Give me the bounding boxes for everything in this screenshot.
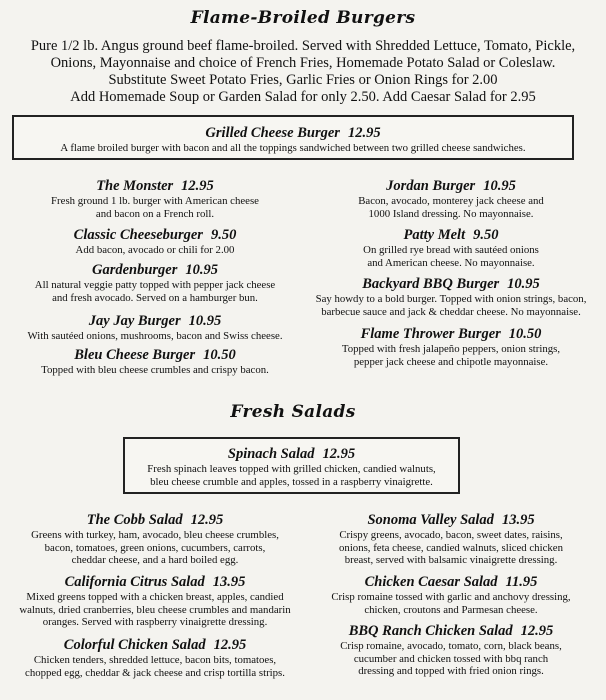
item-price: 13.95 [501, 512, 535, 528]
burgers-intro [0, 38, 606, 106]
menu-item [10, 574, 300, 629]
menu-item [10, 637, 300, 679]
item-desc-line: cheddar cheese, and a hard boiled egg. [71, 554, 239, 567]
item-price: 10.50 [203, 347, 236, 363]
item-desc-line: onions, feta cheese, candied walnuts, sliced chicken [339, 541, 563, 554]
item-desc-line: Fresh spinach leaves topped with grilled chicken, candied walnuts, [147, 463, 436, 475]
item-name: Spinach Salad [227, 446, 315, 462]
item-desc-line: oranges. Served with raspberry vinaigrette dressing. [42, 616, 268, 629]
item-desc-line: All natural veggie patty topped with pepper jack cheese [34, 279, 276, 291]
item-price: 9.50 [210, 227, 237, 243]
menu-item [10, 313, 300, 343]
item-price: 10.95 [185, 262, 219, 278]
item-price: 10.95 [188, 313, 222, 329]
item-desc-line: and bacon on a French roll. [95, 207, 215, 220]
menu-item [306, 574, 596, 616]
item-price: 12.95 [190, 512, 224, 528]
menu-item [10, 227, 300, 257]
item-desc-line: Say howdy to a bold burger. Topped with onion strings, bacon, [315, 293, 587, 305]
item-desc-line: pepper jack cheese and chipotle mayonnaise. [353, 355, 549, 368]
item-name: Grilled Cheese Burger [205, 125, 340, 141]
item-desc-line: bacon, tomatoes, green onions, cucumbers, carrots, [44, 541, 266, 554]
menu-item [306, 178, 596, 220]
item-name: Gardenburger [91, 262, 178, 278]
item-name: Patty Melt [403, 227, 466, 243]
item-price: 9.50 [473, 227, 499, 243]
item-desc-line: Crisp romaine tossed with garlic and anchovy dressing, [331, 591, 571, 603]
item-desc-line: Crisp romaine, avocado, tomato, corn, black beans, [340, 640, 562, 652]
item-desc-line: Greens with turkey, ham, avocado, bleu cheese crumbles, [31, 529, 279, 541]
item-desc-line: bleu cheese crumble and apples, tossed in a raspberry vinaigrette. [150, 475, 433, 488]
item-desc-line: and American cheese. No mayonnaise. [367, 256, 535, 269]
item-desc-line: 1000 Island dressing. No mayonnaise. [368, 207, 534, 220]
item-name: Chicken Caesar Salad [364, 574, 498, 590]
item-name: Colorful Chicken Salad [63, 637, 206, 653]
intro-line: Onions, Mayonnaise and choice of French Fries, Homemade Potato Salad or Coleslaw. [50, 55, 556, 71]
menu-item [10, 347, 300, 377]
burgers-heading: Flame-Broiled Burgers [190, 8, 416, 28]
menu-item [306, 326, 596, 368]
item-price: 10.50 [508, 326, 542, 342]
item-price: 10.95 [507, 276, 540, 292]
menu-item [306, 227, 596, 269]
featured-burger-box [12, 115, 574, 160]
intro-line: Add Homemade Soup or Garden Salad for only 2.50. Add Caesar Salad for 2.95 [70, 89, 536, 105]
item-name: Flame Thrower Burger [360, 326, 501, 342]
item-name: Backyard BBQ Burger [362, 276, 500, 292]
menu-item [306, 512, 596, 567]
salads-heading: Fresh Salads [230, 402, 356, 422]
item-name: Bleu Cheese Burger [74, 347, 196, 363]
item-name: The Monster [96, 178, 174, 194]
item-desc-line: and fresh avocado. Served on a hamburger bun. [52, 291, 258, 304]
featured-salad-title [125, 446, 458, 463]
item-desc-line: dressing and topped with fried onion rings. [358, 665, 544, 678]
menu-item [10, 262, 300, 304]
item-price: 12.95 [181, 178, 214, 194]
item-desc-line: chopped egg, cheddar & jack cheese and crisp tortilla strips. [25, 666, 285, 679]
item-name: BBQ Ranch Chicken Salad [348, 623, 513, 639]
item-desc-line: Bacon, avocado, monterey jack cheese and [358, 195, 544, 207]
menu-item [10, 512, 300, 567]
item-desc-line: cucumber and chicken tossed with bbq ranch [353, 652, 549, 665]
item-desc-line: Chicken tenders, shredded lettuce, bacon bits, tomatoes, [33, 654, 277, 666]
featured-salad-box [123, 437, 460, 494]
item-desc-line: barbecue sauce and jack & cheddar cheese. No mayonnaise. [321, 305, 581, 318]
item-price: 11.95 [505, 574, 538, 590]
item-price: 12.95 [322, 446, 356, 462]
item-desc-line: chicken, croutons and Parmesan cheese. [364, 603, 538, 616]
item-price: 12.95 [347, 125, 381, 141]
item-desc-line: Fresh ground 1 lb. burger with American cheese [51, 195, 259, 207]
intro-line: Substitute Sweet Potato Fries, Garlic Fries or Onion Rings for 2.00 [108, 72, 498, 88]
item-name: Classic Cheeseburger [73, 227, 203, 243]
item-desc-line: A flame broiled burger with bacon and all the toppings sandwiched between two grilled cheese sandwiches. [60, 142, 526, 154]
menu-item [10, 178, 300, 220]
menu-item [306, 276, 596, 318]
featured-burger-title [14, 125, 572, 142]
item-desc-line: Crispy greens, avocado, bacon, sweet dates, raisins, [339, 529, 563, 541]
item-desc-line: Topped with bleu cheese crumbles and crispy bacon. [41, 364, 269, 376]
menu-item [306, 623, 596, 678]
item-price: 12.95 [213, 637, 247, 653]
intro-line: Pure 1/2 lb. Angus ground beef flame-broiled. Served with Shredded Lettuce, Tomato, Pickle, [30, 38, 576, 54]
item-desc-line: Topped with fresh jalapeño peppers, onion strings, [341, 343, 561, 355]
item-name: The Cobb Salad [86, 512, 183, 528]
item-name: Sonoma Valley Salad [367, 512, 494, 528]
item-price: 12.95 [520, 623, 554, 639]
item-desc-line: breast, served with balsamic vinaigrette dressing. [344, 554, 558, 567]
item-desc-line: On grilled rye bread with sautéed onions [363, 244, 539, 256]
item-price: 13.95 [212, 574, 246, 590]
item-desc-line: Mixed greens topped with a chicken breast, apples, candied [26, 591, 284, 603]
item-name: Jay Jay Burger [88, 313, 181, 329]
item-desc-line: With sautéed onions, mushrooms, bacon and Swiss cheese. [27, 330, 283, 342]
item-desc-line: Add bacon, avocado or chili for 2.00 [75, 244, 235, 256]
item-name: California Citrus Salad [64, 574, 205, 590]
item-desc-line: walnuts, dried cranberries, bleu cheese crumbles and mandarin [19, 603, 291, 616]
item-name: Jordan Burger [386, 178, 476, 194]
item-price: 10.95 [483, 178, 516, 194]
